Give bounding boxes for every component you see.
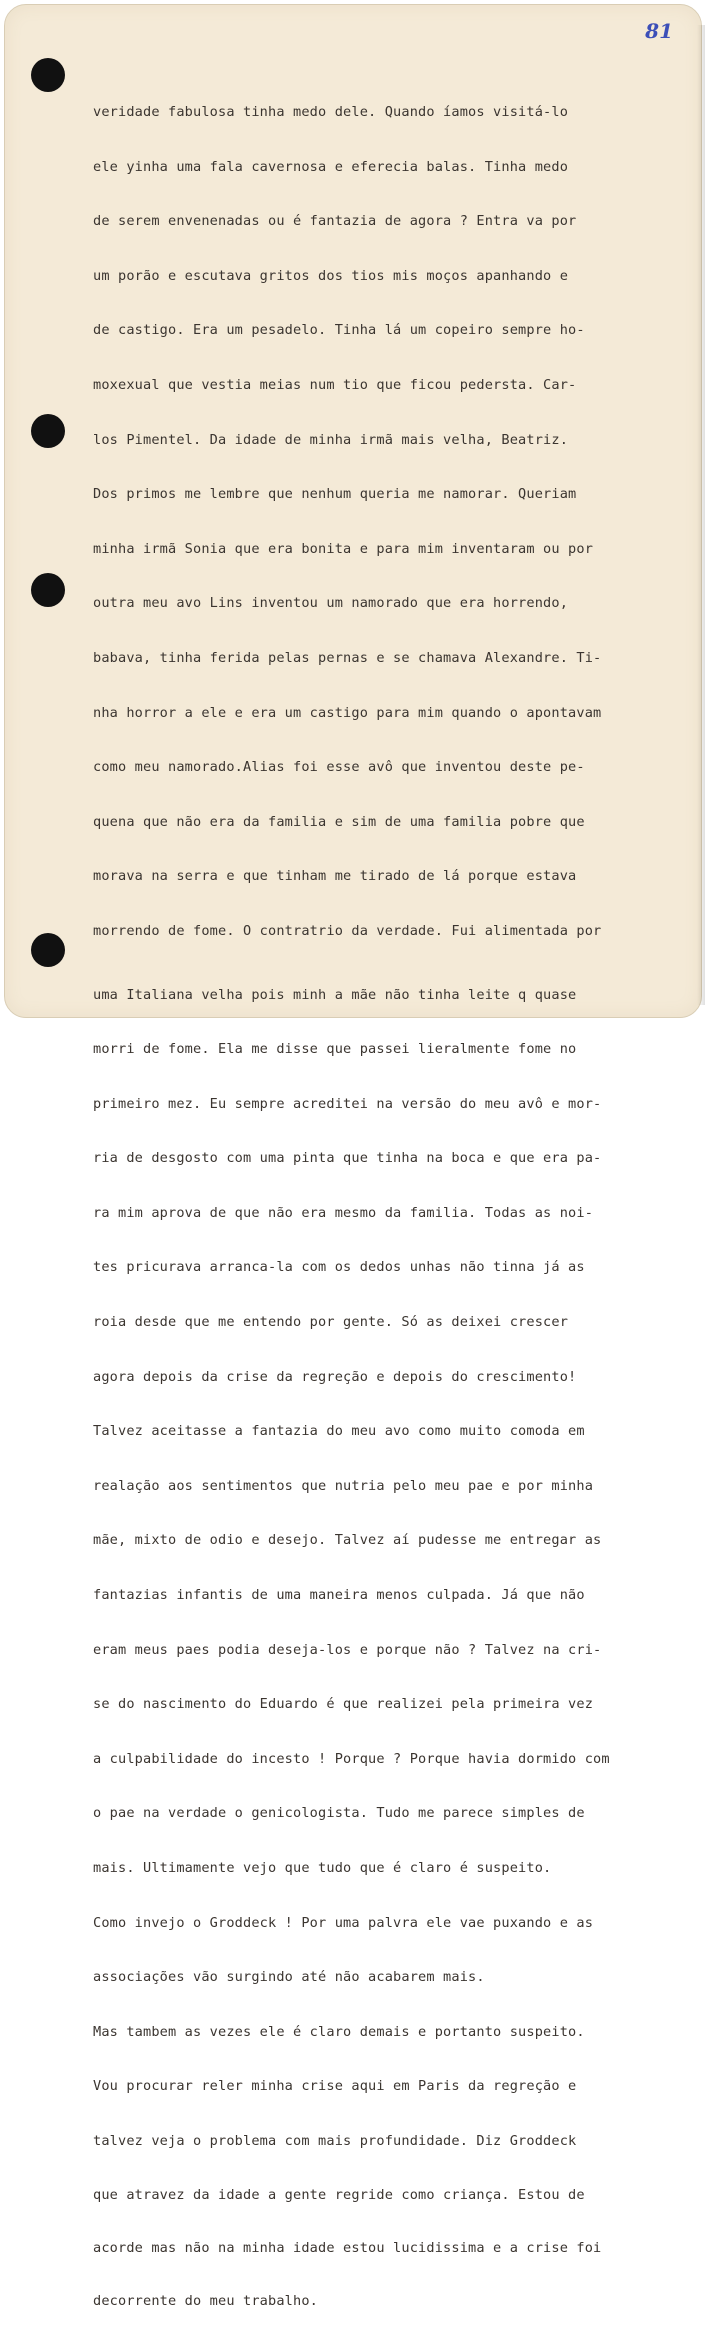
- punch-hole-4: [31, 933, 65, 967]
- text-line: de serem envenenadas ou é fantazia de agora ? Entra va por: [93, 213, 577, 230]
- text-line: morava na serra e que tinham me tirado de lá porque estava: [93, 868, 577, 885]
- page-number: 81: [645, 19, 673, 43]
- text-line: Como invejo o Groddeck ! Por uma palvra ele vae puxando e as: [93, 1914, 594, 1931]
- page-edge-shadow: [697, 25, 705, 1005]
- text-line: a culpabilidade do incesto ! Porque ? Porque havia dormido com: [93, 1750, 610, 1767]
- text-line: como meu namorado.Alias foi esse avô que inventou deste pe-: [93, 759, 585, 776]
- text-line: babava, tinha ferida pelas pernas e se chamava Alexandre. Ti-: [93, 649, 602, 666]
- text-line: outra meu avo Lins inventou um namorado que era horrendo,: [93, 595, 569, 612]
- text-line: Mas tambem as vezes ele é claro demais e portanto suspeito.: [93, 2023, 585, 2040]
- text-line: roia desde que me entendo por gente. Só as deixei crescer: [93, 1314, 569, 1331]
- text-line: uma Italiana velha pois minh a mãe não tinha leite q quase: [93, 986, 577, 1003]
- text-line: decorrente do meu trabalho.: [93, 2292, 319, 2309]
- text-line: o pae na verdade o genicologista. Tudo me parece simples de: [93, 1805, 585, 1822]
- text-line: mãe, mixto de odio e desejo. Talvez aí pudesse me entregar as: [93, 1532, 602, 1549]
- typewritten-page: [4, 4, 702, 2309]
- text-line: quena que não era da familia e sim de uma familia pobre que: [93, 813, 585, 830]
- text-line: que atravez da idade a gente regride como criança. Estou de: [93, 2186, 585, 2203]
- text-line: los Pimentel. Da idade de minha irmã mais velha, Beatriz.: [93, 431, 569, 448]
- text-line: fantazias infantis de uma maneira menos culpada. Já que não: [93, 1587, 585, 1604]
- text-line: ra mim aprova de que não era mesmo da familia. Todas as noi-: [93, 1204, 594, 1221]
- text-line: de castigo. Era um pesadelo. Tinha lá um copeiro sempre ho-: [93, 322, 585, 339]
- text-line: morrendo de fome. O contratrio da verdade. Fui alimentada por: [93, 922, 602, 939]
- text-line: Talvez aceitasse a fantazia do meu avo como muito comoda em: [93, 1423, 585, 1440]
- text-line: Dos primos me lembre que nenhum queria me namorar. Queriam: [93, 486, 577, 503]
- text-line: Vou procurar reler minha crise aqui em Paris da regreção e: [93, 2078, 577, 2095]
- text-line: morri de fome. Ela me disse que passei lieralmente fome no: [93, 1041, 577, 1058]
- text-line: um porão e escutava gritos dos tios mis moços apanhando e: [93, 267, 569, 284]
- text-line: eram meus paes podia deseja-los e porque não ? Talvez na cri-: [93, 1641, 602, 1658]
- text-line: primeiro mez. Eu sempre acreditei na versão do meu avô e mor-: [93, 1095, 602, 1112]
- punch-hole-2: [31, 414, 65, 448]
- text-line: nha horror a ele e era um castigo para mim quando o apontavam: [93, 704, 602, 721]
- text-line: mais. Ultimamente vejo que tudo que é claro é suspeito.: [93, 1860, 552, 1876]
- text-line: minha irmã Sonia que era bonita e para mim inventaram ou por: [93, 540, 594, 557]
- punch-hole-3: [31, 573, 65, 607]
- text-line: veridade fabulosa tinha medo dele. Quando íamos visitá-lo: [93, 104, 569, 120]
- text-line: ele yinha uma fala cavernosa e efereciа balas. Tinha medo: [93, 158, 569, 175]
- text-line: acorde mas não na minha idade estou lucidissima e a crise foi: [93, 2239, 602, 2256]
- typed-text-body: [93, 69, 697, 2344]
- text-line: talvez veja o problema com mais profundidade. Diz Groddeck: [93, 2132, 577, 2149]
- punch-hole-1: [31, 58, 65, 92]
- text-line: realação aos sentimentos que nutria pelo meu pae e por minha: [93, 1477, 594, 1494]
- text-line: tes pricurava arranca-la com os dedos unhas não tinna já as: [93, 1259, 585, 1276]
- text-line: associações vão surgindo até não acabarem mais.: [93, 1969, 485, 1986]
- text-line: se do nascimento do Eduardo é que realizei pela primeira vez: [93, 1696, 594, 1713]
- text-line: agora depois da crise da regreção e depois do crescimento!: [93, 1368, 577, 1385]
- text-line: moxexual que vestia meias num tio que ficou pedersta. Car-: [93, 376, 577, 393]
- text-line: ria de desgosto com uma pinta que tinha na boca e que era pa-: [93, 1150, 602, 1167]
